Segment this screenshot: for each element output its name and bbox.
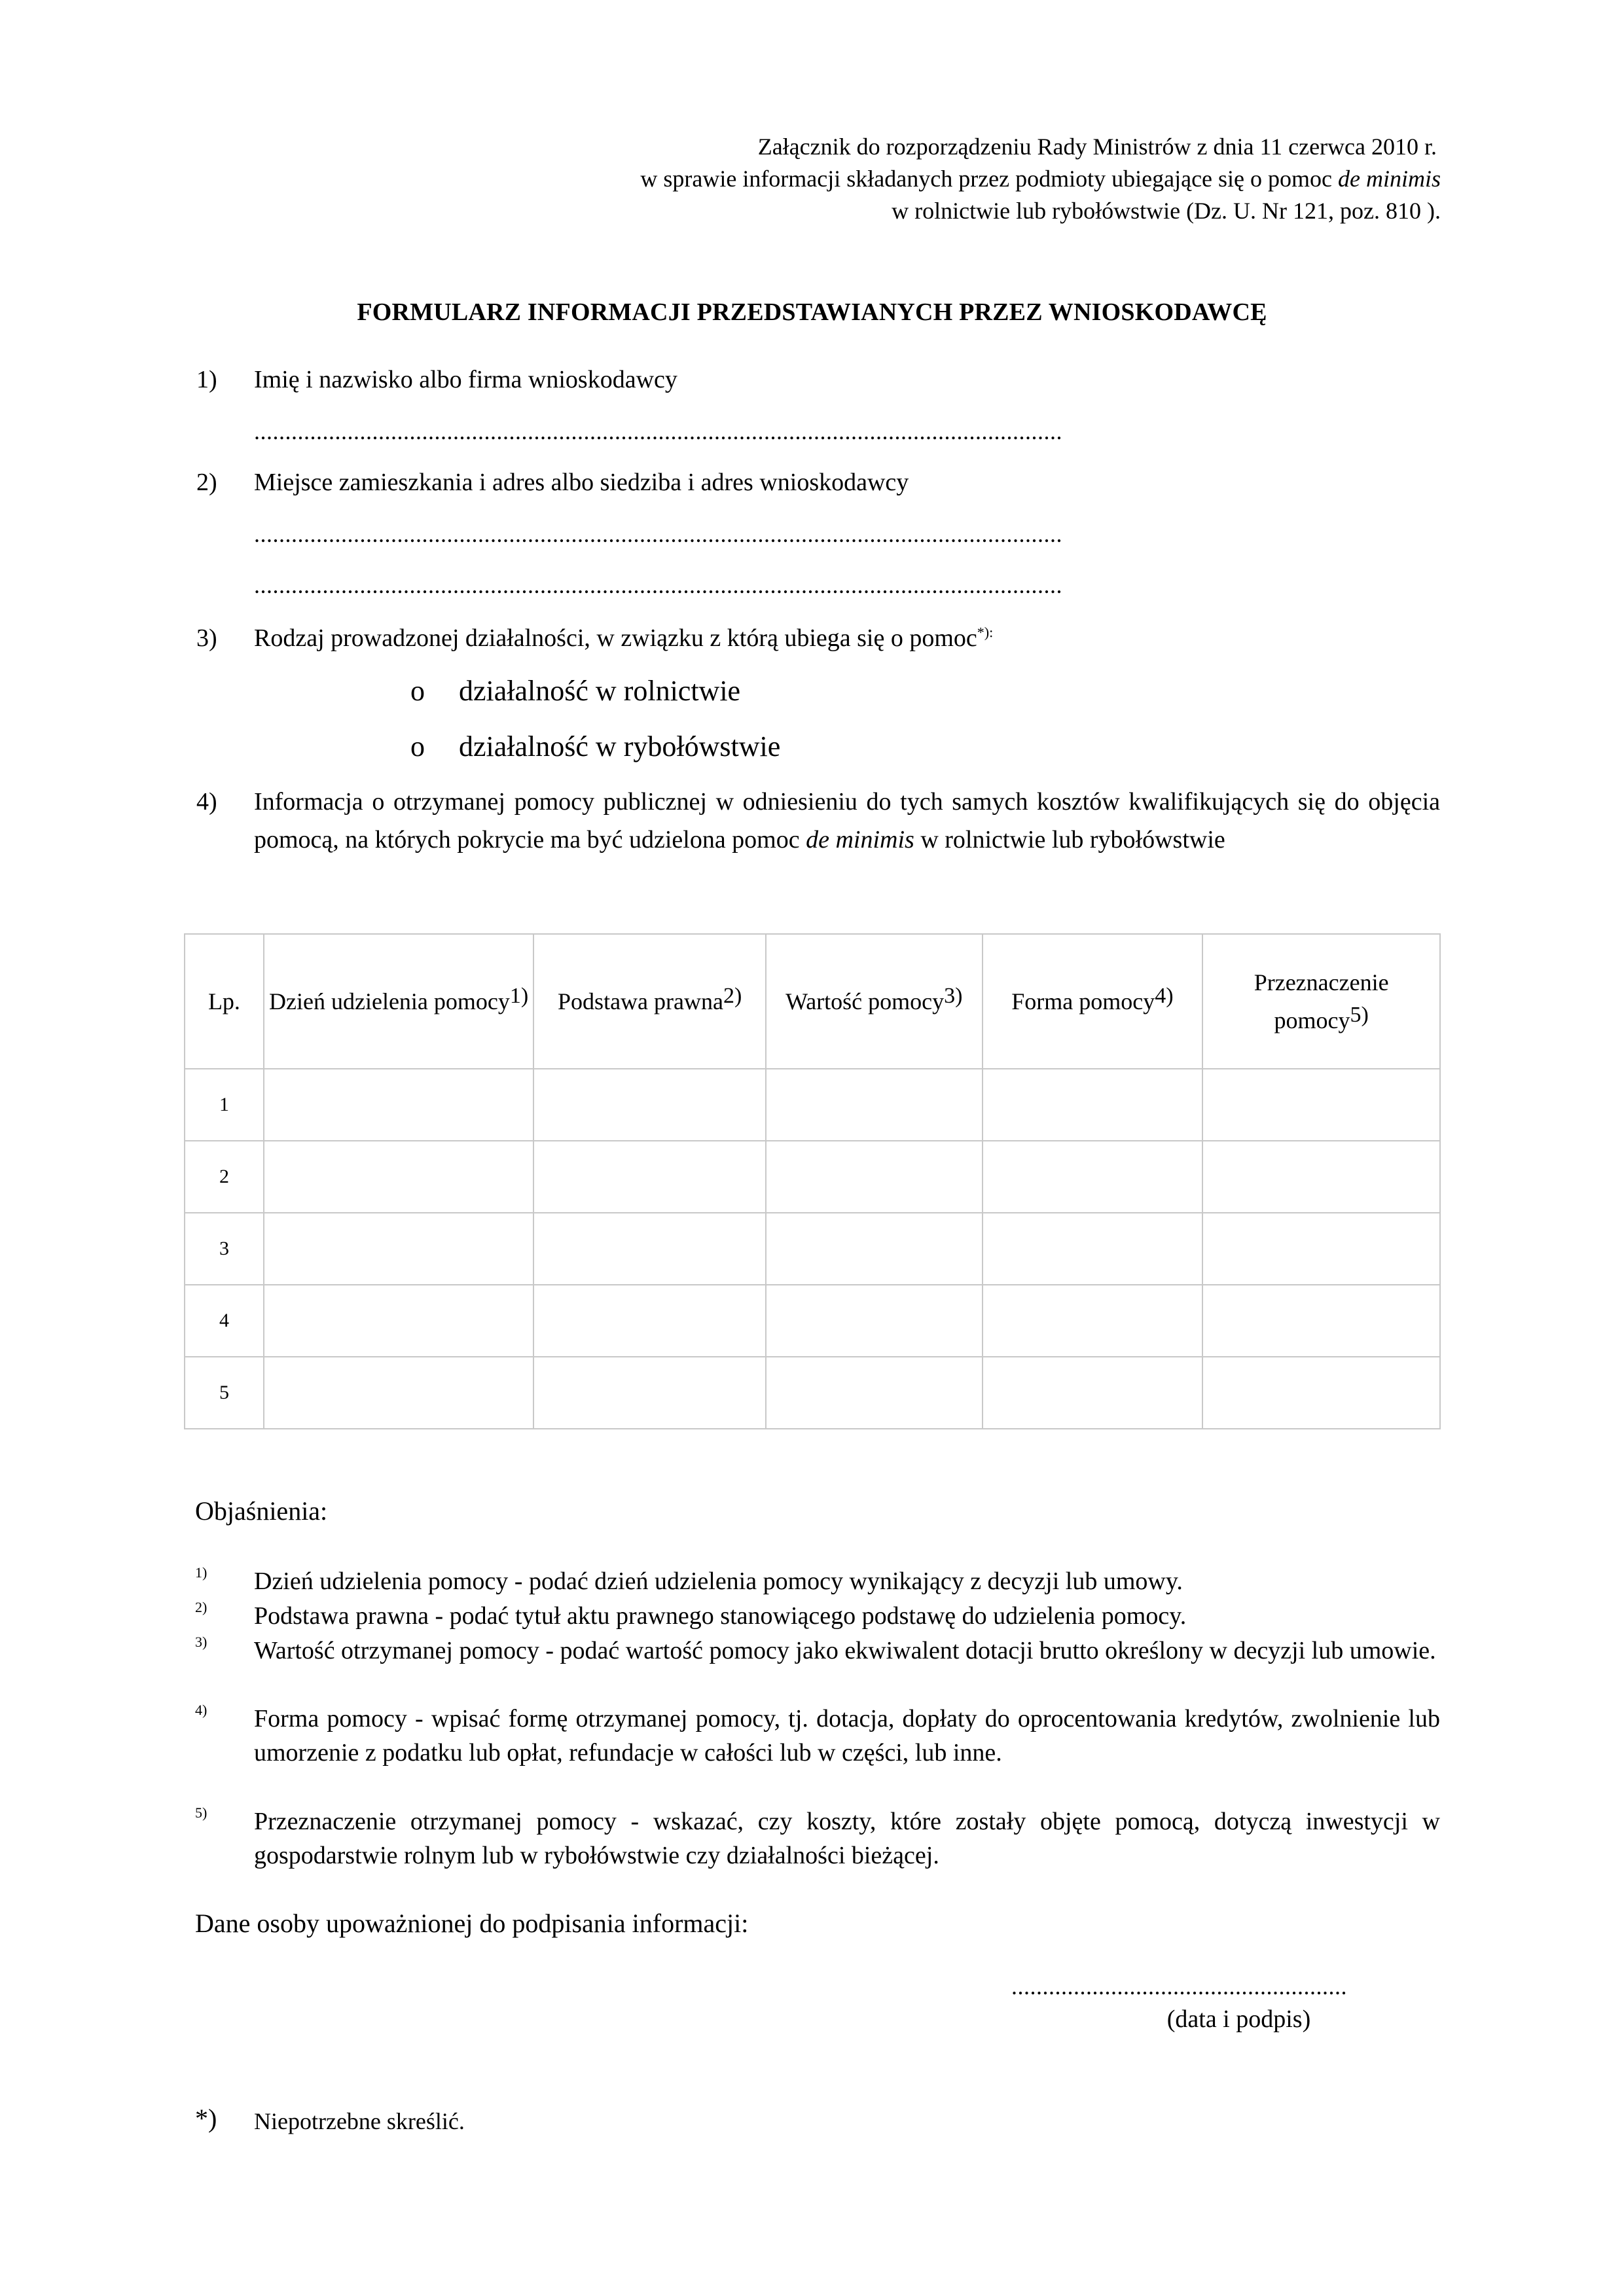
cell-grant-date[interactable] <box>264 1285 534 1357</box>
note-4-text: Forma pomocy - wpisać formę otrzymanej pomocy, tj. dotacja, dopłaty do oprocentowania kredytów, zwolnienie lub umorzenie z podatku lub opłat, refundacje w całości lub w części, lub inne. <box>254 1705 1440 1767</box>
footnote-text: Niepotrzebne skreślić. <box>254 2108 465 2134</box>
row-number: 1 <box>185 1069 264 1141</box>
row-number: 3 <box>185 1213 264 1285</box>
note-3-number: 3) <box>195 1634 208 1650</box>
cell-aid-value[interactable] <box>766 1285 983 1357</box>
col-header-aid-form: Forma pomocy$^{4)}$ <box>983 934 1203 1069</box>
note-2-text: Podstawa prawna - podać tytuł aktu prawnego stanowiącego podstawę do udzielenia pomocy. <box>254 1602 1187 1630</box>
applicant-address-field-1[interactable]: .................................................................................................................................. <box>254 521 1062 547</box>
explanations-heading: Objaśnienia: <box>195 1496 328 1526</box>
question-4-label: Informacja o otrzymanej pomocy publicznej w odniesieniu do tych samych kosztów kwalifikujących się do objęcia pomocą, na których pokrycie ma być udzielona pomoc de minimis w rolnictwie lub rybołówstwie <box>254 788 1440 853</box>
cell-aid-purpose[interactable] <box>1202 1213 1440 1285</box>
note-1-number: 1) <box>195 1564 208 1581</box>
header-line-3: w rolnictwie lub rybołówstwie (Dz. U. Nr 121, poz. 810 ). <box>892 198 1441 224</box>
cell-legal-basis[interactable] <box>533 1141 766 1213</box>
question-1-number: 1) <box>196 366 217 393</box>
aid-table-header-row <box>185 934 1440 1069</box>
cell-legal-basis[interactable] <box>533 1069 766 1141</box>
question-3-footnote-ref: *): <box>977 624 994 641</box>
note-2-number: 2) <box>195 1599 208 1615</box>
cell-grant-date[interactable] <box>264 1213 534 1285</box>
col-header-lp: Lp. <box>185 934 264 1069</box>
cell-aid-form[interactable] <box>983 1357 1203 1429</box>
cell-aid-form[interactable] <box>983 1213 1203 1285</box>
header-line-2: w sprawie informacji składanych przez podmioty ubiegające się o pomoc de minimis <box>640 166 1441 192</box>
col-header-aid-value: Wartość pomocy$^{3)}$ <box>766 934 983 1069</box>
option-agriculture-checkbox[interactable]: o <box>410 675 425 707</box>
signature-label: (data i podpis) <box>1166 2005 1311 2033</box>
cell-grant-date[interactable] <box>264 1069 534 1141</box>
applicant-address-field-2[interactable]: .................................................................................................................................. <box>254 572 1062 598</box>
col-header-aid-purpose: Przeznaczenie pomocy$^{5)}$ <box>1202 934 1440 1069</box>
question-1-label: Imię i nazwisko albo firma wnioskodawcy <box>254 366 677 393</box>
row-number: 2 <box>185 1141 264 1213</box>
row-number: 4 <box>185 1285 264 1357</box>
table-row <box>185 1069 1440 1141</box>
question-2-number: 2) <box>196 469 217 496</box>
cell-aid-value[interactable] <box>766 1069 983 1141</box>
applicant-name-field[interactable]: .................................................................................................................................. <box>254 418 1062 444</box>
cell-aid-purpose[interactable] <box>1202 1069 1440 1141</box>
cell-legal-basis[interactable] <box>533 1357 766 1429</box>
note-5-number: 5) <box>195 1804 208 1821</box>
note-3-text: Wartość otrzymanej pomocy - podać wartość pomocy jako ekwiwalent dotacji brutto określony w decyzji lub umowie. <box>254 1637 1436 1664</box>
col-header-grant-date: Dzień udzielenia pomocy$^{1)}$ <box>264 934 534 1069</box>
form-title: FORMULARZ INFORMACJI PRZEDSTAWIANYCH PRZEZ WNIOSKODAWCĘ <box>357 298 1267 326</box>
signatory-heading: Dane osoby upoważnionej do podpisania informacji: <box>195 1909 749 1938</box>
cell-aid-purpose[interactable] <box>1202 1141 1440 1213</box>
table-row <box>185 1213 1440 1285</box>
question-3-number: 3) <box>196 624 217 652</box>
footnote-mark: *) <box>195 2104 217 2133</box>
cell-legal-basis[interactable] <box>533 1285 766 1357</box>
aid-table <box>184 933 1441 1429</box>
cell-aid-form[interactable] <box>983 1069 1203 1141</box>
option-agriculture-label: działalność w rolnictwie <box>459 675 741 707</box>
question-4-italic-term: de minimis <box>806 826 914 853</box>
table-row <box>185 1285 1440 1357</box>
option-fishery-label: działalność w rybołówstwie <box>459 730 781 762</box>
note-5-text: Przeznaczenie otrzymanej pomocy - wskazać, czy koszty, które zostały objęte pomocą, dotyczą inwestycji w gospodarstwie rolnym lub w rybołówstwie czy działalności bieżącej. <box>254 1808 1440 1869</box>
cell-aid-form[interactable] <box>983 1141 1203 1213</box>
cell-aid-value[interactable] <box>766 1213 983 1285</box>
note-4-number: 4) <box>195 1702 208 1718</box>
table-row <box>185 1141 1440 1213</box>
cell-grant-date[interactable] <box>264 1141 534 1213</box>
cell-aid-purpose[interactable] <box>1202 1357 1440 1429</box>
option-fishery-checkbox[interactable]: o <box>410 730 425 762</box>
signature-field[interactable]: ...................................................... <box>1011 1973 1347 2000</box>
cell-aid-value[interactable] <box>766 1357 983 1429</box>
header-italic-term: de minimis <box>1338 166 1441 192</box>
question-4-number: 4) <box>196 788 217 816</box>
cell-aid-form[interactable] <box>983 1285 1203 1357</box>
document-header <box>640 131 1441 227</box>
cell-grant-date[interactable] <box>264 1357 534 1429</box>
table-row <box>185 1357 1440 1429</box>
note-1-text: Dzień udzielenia pomocy - podać dzień udzielenia pomocy wynikający z decyzji lub umowy. <box>254 1568 1183 1595</box>
cell-legal-basis[interactable] <box>533 1213 766 1285</box>
col-header-legal-basis: Podstawa prawna$^{2)}$ <box>533 934 766 1069</box>
header-line-1: Załącznik do rozporządzeniu Rady Ministrów z dnia 11 czerwca 2010 r. <box>757 134 1437 160</box>
cell-aid-purpose[interactable] <box>1202 1285 1440 1357</box>
question-2-label: Miejsce zamieszkania i adres albo siedziba i adres wnioskodawcy <box>254 469 909 496</box>
question-3-label: Rodzaj prowadzonej działalności, w związku z którą ubiega się o pomoc*): <box>254 624 994 652</box>
row-number: 5 <box>185 1357 264 1429</box>
cell-aid-value[interactable] <box>766 1141 983 1213</box>
